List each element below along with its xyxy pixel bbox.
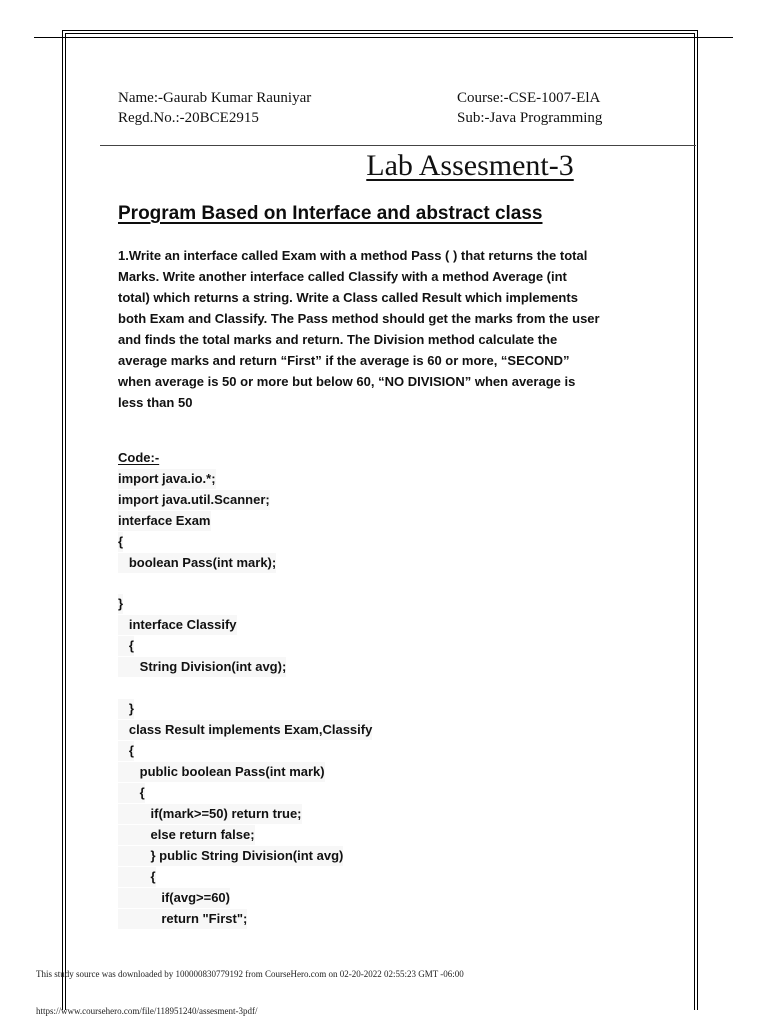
question-line: and finds the total marks and return. The Division method calculate the: [118, 332, 558, 347]
section-heading: Program Based on Interface and abstract class: [118, 203, 543, 224]
code-line: }: [118, 699, 134, 719]
code-line: else return false;: [118, 825, 255, 845]
source-url[interactable]: https://www.coursehero.com/file/118951240/assesment-3pdf/: [36, 1006, 258, 1016]
code-line: interface Classify: [118, 615, 237, 635]
code-line: return "First";: [118, 909, 247, 929]
question-line: average marks and return “First” if the average is 60 or more, “SECOND”: [118, 353, 570, 368]
subject-name: Sub:-Java Programming: [457, 110, 603, 126]
code-line: {: [118, 636, 134, 656]
code-line: import java.util.Scanner;: [118, 490, 270, 510]
code-line: {: [118, 741, 134, 761]
question-line: when average is 50 or more but below 60, “NO DIVISION” when average is: [118, 374, 576, 389]
code-line: if(avg>=60): [118, 888, 230, 908]
code-line: String Division(int avg);: [118, 657, 286, 677]
question-line: less than 50: [118, 395, 193, 410]
code-line: if(mark>=50) return true;: [118, 804, 302, 824]
code-line: {: [118, 532, 123, 552]
document-title: Lab Assesment-3: [366, 149, 574, 182]
code-line: boolean Pass(int mark);: [118, 553, 276, 573]
code-line: } public String Division(int avg): [118, 846, 343, 866]
course-code: Course:-CSE-1007-ElA: [457, 90, 601, 106]
code-line: import java.io.*;: [118, 469, 216, 489]
code-line: interface Exam: [118, 511, 211, 531]
code-label: Code:-: [118, 450, 160, 465]
download-source-note: This study source was downloaded by 100000830779192 from CourseHero.com on 02-20-2022 02:55:23 GMT -06:00: [36, 969, 464, 979]
document-title-wrap: [0, 147, 768, 185]
question-line: total) which returns a string. Write a Class called Result which implements: [118, 290, 578, 305]
code-line: public boolean Pass(int mark): [118, 762, 325, 782]
registration-number: Regd.No.:-20BCE2915: [118, 110, 259, 126]
code-line: }: [118, 594, 123, 614]
code-line: {: [118, 867, 156, 887]
code-line: {: [118, 783, 145, 803]
header-divider: [100, 145, 696, 146]
question-line: both Exam and Classify. The Pass method should get the marks from the user: [118, 311, 600, 326]
student-name: Name:-Gaurab Kumar Rauniyar: [118, 90, 312, 106]
question-line: Marks. Write another interface called Classify with a method Average (int: [118, 269, 567, 284]
question-text: [118, 245, 638, 413]
question-line: 1.Write an interface called Exam with a method Pass ( ) that returns the total: [118, 248, 588, 263]
code-line: class Result implements Exam,Classify: [118, 720, 372, 740]
